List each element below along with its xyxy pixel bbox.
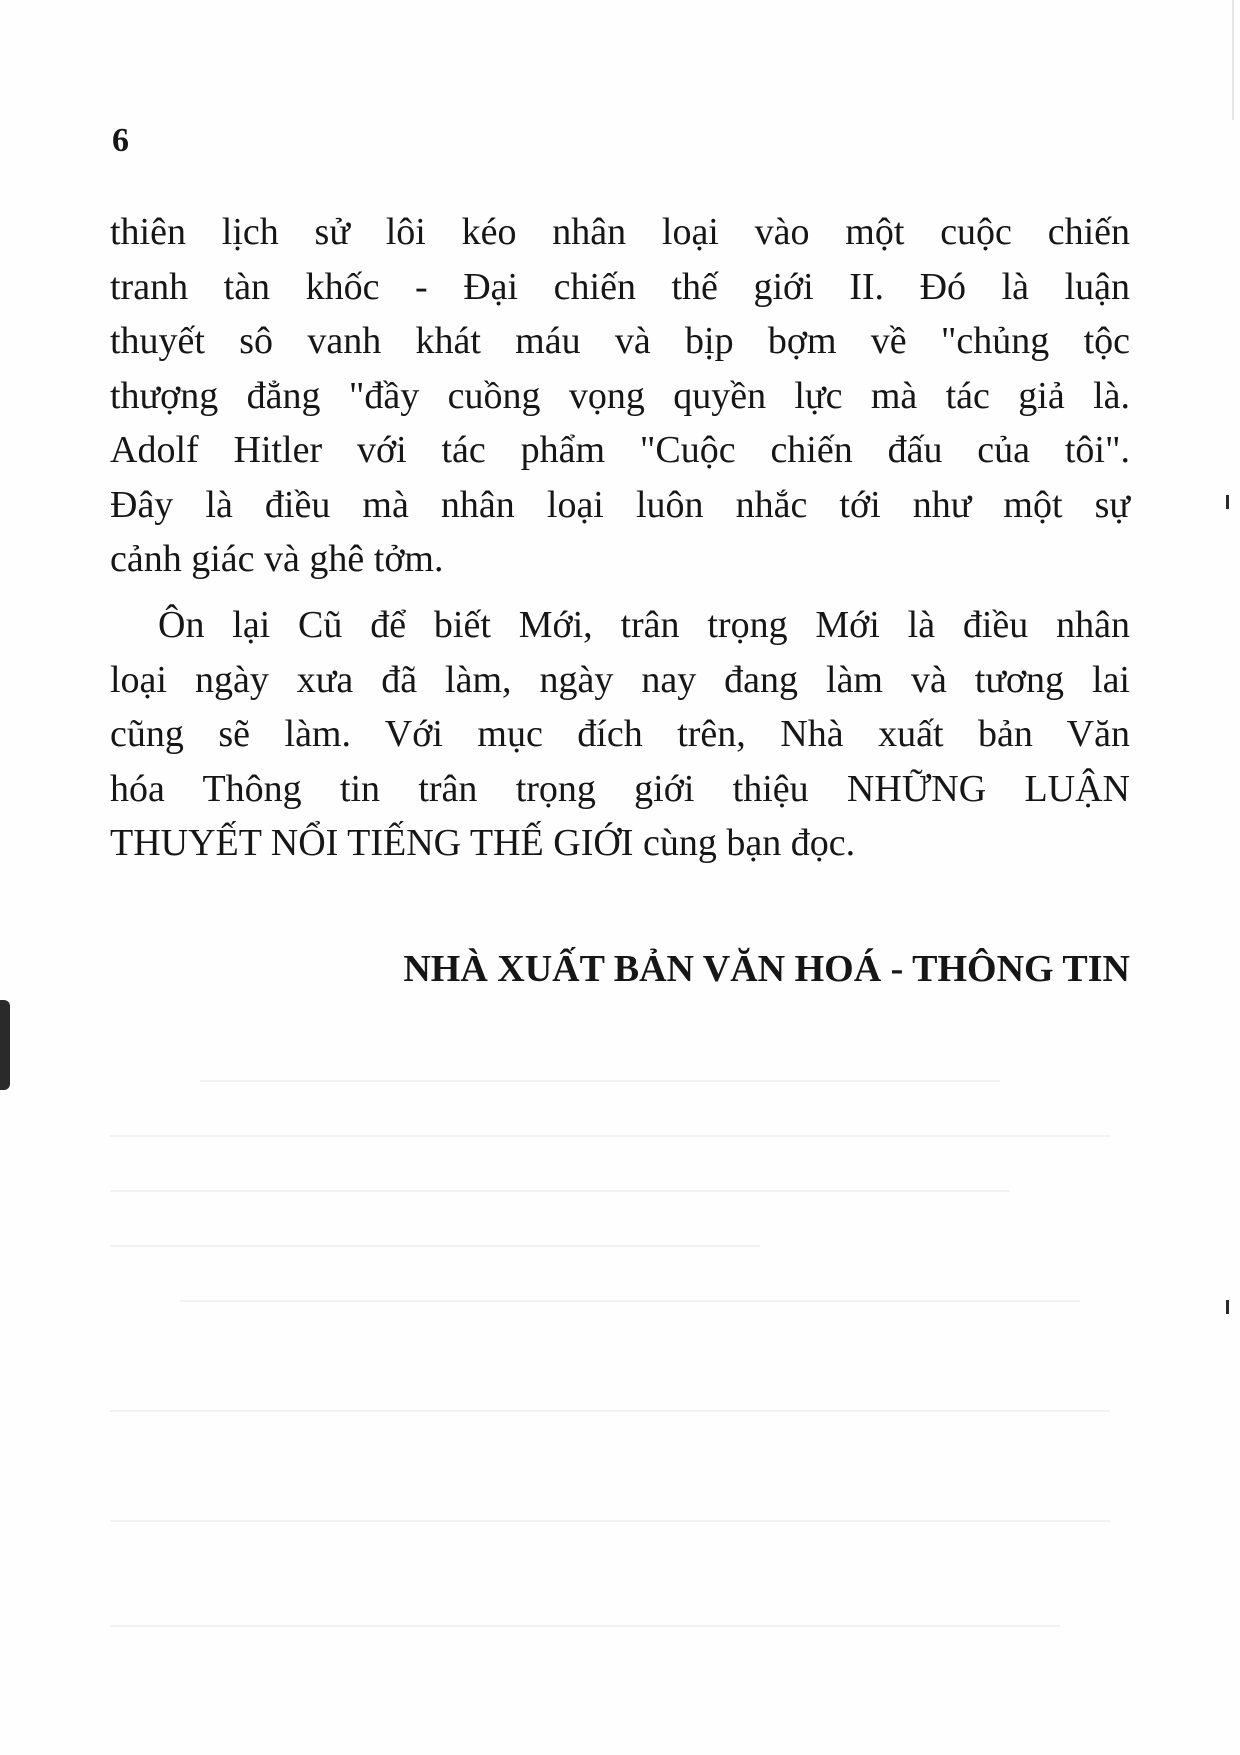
- paragraph-line: tranh tàn khốc - Đại chiến thế giới II. Đó là luận: [110, 265, 1130, 308]
- publisher-signature: NHÀ XUẤT BẢN VĂN HOÁ - THÔNG TIN: [403, 948, 1130, 990]
- show-through-line: [180, 1300, 1080, 1302]
- scan-edge-mark: [1232, 0, 1234, 120]
- show-through-line: [110, 1245, 760, 1247]
- scan-edge-mark: [0, 1000, 10, 1090]
- paragraph-line: Đây là điều mà nhân loại luôn nhắc tới như một sự: [110, 483, 1130, 526]
- show-through-line: [110, 1190, 1010, 1192]
- scan-edge-mark: [1226, 495, 1229, 509]
- paragraph-1: [110, 205, 1130, 587]
- paragraph-line: Adolf Hitler với tác phẩm "Cuộc chiến đấu của tôi".: [110, 429, 1130, 471]
- show-through-line: [110, 1520, 1110, 1522]
- paragraph-line: Ôn lại Cũ để biết Mới, trân trọng Mới là điều nhân: [158, 604, 1130, 646]
- paragraph-line: thuyết sô vanh khát máu và bịp bợm về "chủng tộc: [110, 320, 1130, 362]
- show-through-line: [200, 1080, 1000, 1082]
- show-through-line: [110, 1625, 1060, 1627]
- paragraph-line: cảnh giác và ghê tởm.: [110, 538, 444, 580]
- paragraph-2: [110, 598, 1130, 871]
- paragraph-line: thiên lịch sử lôi kéo nhân loại vào một cuộc chiến: [110, 211, 1130, 253]
- scan-edge-mark: [1226, 1300, 1229, 1314]
- show-through-line: [110, 1410, 1110, 1412]
- page-number: 6: [112, 122, 129, 159]
- paragraph-line: hóa Thông tin trân trọng giới thiệu NHỮNG LUẬN: [110, 767, 1130, 810]
- paragraph-line: THUYẾT NỔI TIẾNG THẾ GIỚI cùng bạn đọc.: [110, 822, 856, 864]
- paragraph-line: cũng sẽ làm. Với mục đích trên, Nhà xuất bản Văn: [110, 713, 1130, 755]
- paragraph-line: loại ngày xưa đã làm, ngày nay đang làm và tương lai: [110, 658, 1130, 701]
- paragraph-line: thượng đẳng "đầy cuồng vọng quyền lực mà tác giả là.: [110, 374, 1130, 417]
- show-through-line: [110, 1135, 1110, 1137]
